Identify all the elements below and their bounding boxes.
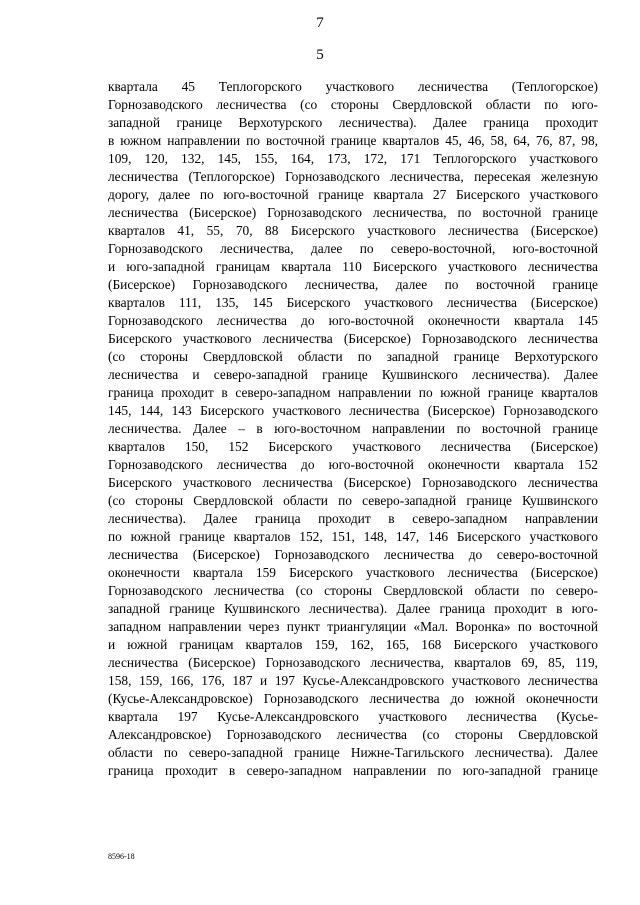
text-line: Горнозаводского лесничества (со стороны Свердловской области по северо- xyxy=(108,583,598,598)
text-line: Александровское) Горнозаводского лесничества (со стороны Свердловской xyxy=(108,727,598,742)
text-line: лесничества (Бисерское) Горнозаводского лесничества, по восточной границе xyxy=(108,205,598,220)
text-line: Горнозаводского лесничества до юго-восточной оконечности квартала 145 xyxy=(108,313,598,328)
page-number-second: 5 xyxy=(316,47,324,63)
text-line: лесничества. Далее – в юго-восточном направлении по восточной границе xyxy=(108,421,598,436)
text-line: лесничества (Бисерское) Горнозаводского лесничества до северо-восточной xyxy=(108,547,598,562)
text-line: квартала 45 Теплогорского участкового лесничества (Теплогорское) xyxy=(108,79,598,94)
text-line: западной границе Верхотурского лесничества). Далее граница проходит xyxy=(108,115,598,130)
text-line: кварталов 111, 135, 145 Бисерского участкового лесничества (Бисерское) xyxy=(108,295,598,310)
text-line: кварталов 41, 55, 70, 88 Бисерского участкового лесничества (Бисерское) xyxy=(108,223,598,238)
text-line: (со стороны Свердловской области по северо-западной границе Кушвинского xyxy=(108,493,598,508)
text-line: (Кусье-Александровское) Горнозаводского лесничества до южной оконечности xyxy=(108,691,598,706)
text-line: и южной границам кварталов 159, 162, 165, 168 Бисерского участкового xyxy=(108,637,598,652)
text-line: лесничества и северо-западной границе Кушвинского лесничества). Далее xyxy=(108,367,598,382)
text-line: Бисерского участкового лесничества (Бисерское) Горнозаводского лесничества xyxy=(108,331,598,346)
text-line: Горнозаводского лесничества до юго-восточной оконечности квартала 152 xyxy=(108,457,598,472)
text-line: западной границе Кушвинского лесничества). Далее граница проходит в юго- xyxy=(108,601,598,616)
text-line: Бисерского участкового лесничества (Бисерское) Горнозаводского лесничества xyxy=(108,475,598,490)
text-line: дорогу, далее по юго-восточной границе квартала 27 Бисерского участкового xyxy=(108,187,598,202)
body-text xyxy=(108,78,598,780)
text-line: оконечности квартала 159 Бисерского участкового лесничества (Бисерское) xyxy=(108,565,598,580)
text-line: по южной границе кварталов 152, 151, 148, 147, 146 Бисерского участкового xyxy=(108,529,598,544)
text-line: 158, 159, 166, 176, 187 и 197 Кусье-Александровского участкового лесничества xyxy=(108,673,598,688)
text-line: Горнозаводского лесничества, далее по северо-восточной, юго-восточной xyxy=(108,241,598,256)
text-line: в южном направлении по восточной границе кварталов 45, 46, 58, 64, 76, 87, 98, xyxy=(108,133,598,148)
text-line: квартала 197 Кусье-Александровского участкового лесничества (Кусье- xyxy=(108,709,598,724)
text-line: (Бисерское) Горнозаводского лесничества, далее по восточной границе xyxy=(108,277,598,292)
text-line: граница проходит в северо-западном направлении по южной границе кварталов xyxy=(108,385,598,400)
page-number-top: 7 xyxy=(316,15,324,31)
text-line: западном направлении через пункт триангуляции «Мал. Воронка» по восточной xyxy=(108,619,598,634)
text-line: лесничества (Теплогорское) Горнозаводского лесничества, пересекая железную xyxy=(108,169,598,184)
text-line: 145, 144, 143 Бисерского участкового лесничества (Бисерское) Горнозаводского xyxy=(108,403,598,418)
document-code: 8596-18 xyxy=(108,852,135,861)
text-line: граница проходит в северо-западном направлении по юго-западной границе xyxy=(108,763,598,778)
text-line: Горнозаводского лесничества (со стороны Свердловской области по юго- xyxy=(108,97,598,112)
text-line: 109, 120, 132, 145, 155, 164, 173, 172, 171 Теплогорского участкового xyxy=(108,151,598,166)
text-line: (со стороны Свердловской области по западной границе Верхотурского xyxy=(108,349,598,364)
text-line: области по северо-западной границе Нижне-Тагильского лесничества). Далее xyxy=(108,745,598,760)
text-line: и юго-западной границам квартала 110 Бисерского участкового лесничества xyxy=(108,259,598,274)
text-line: кварталов 150, 152 Бисерского участкового лесничества (Бисерское) xyxy=(108,439,598,454)
text-line: лесничества (Бисерское) Горнозаводского лесничества, кварталов 69, 85, 119, xyxy=(108,655,598,670)
text-line: лесничества). Далее граница проходит в северо-западном направлении xyxy=(108,511,598,526)
